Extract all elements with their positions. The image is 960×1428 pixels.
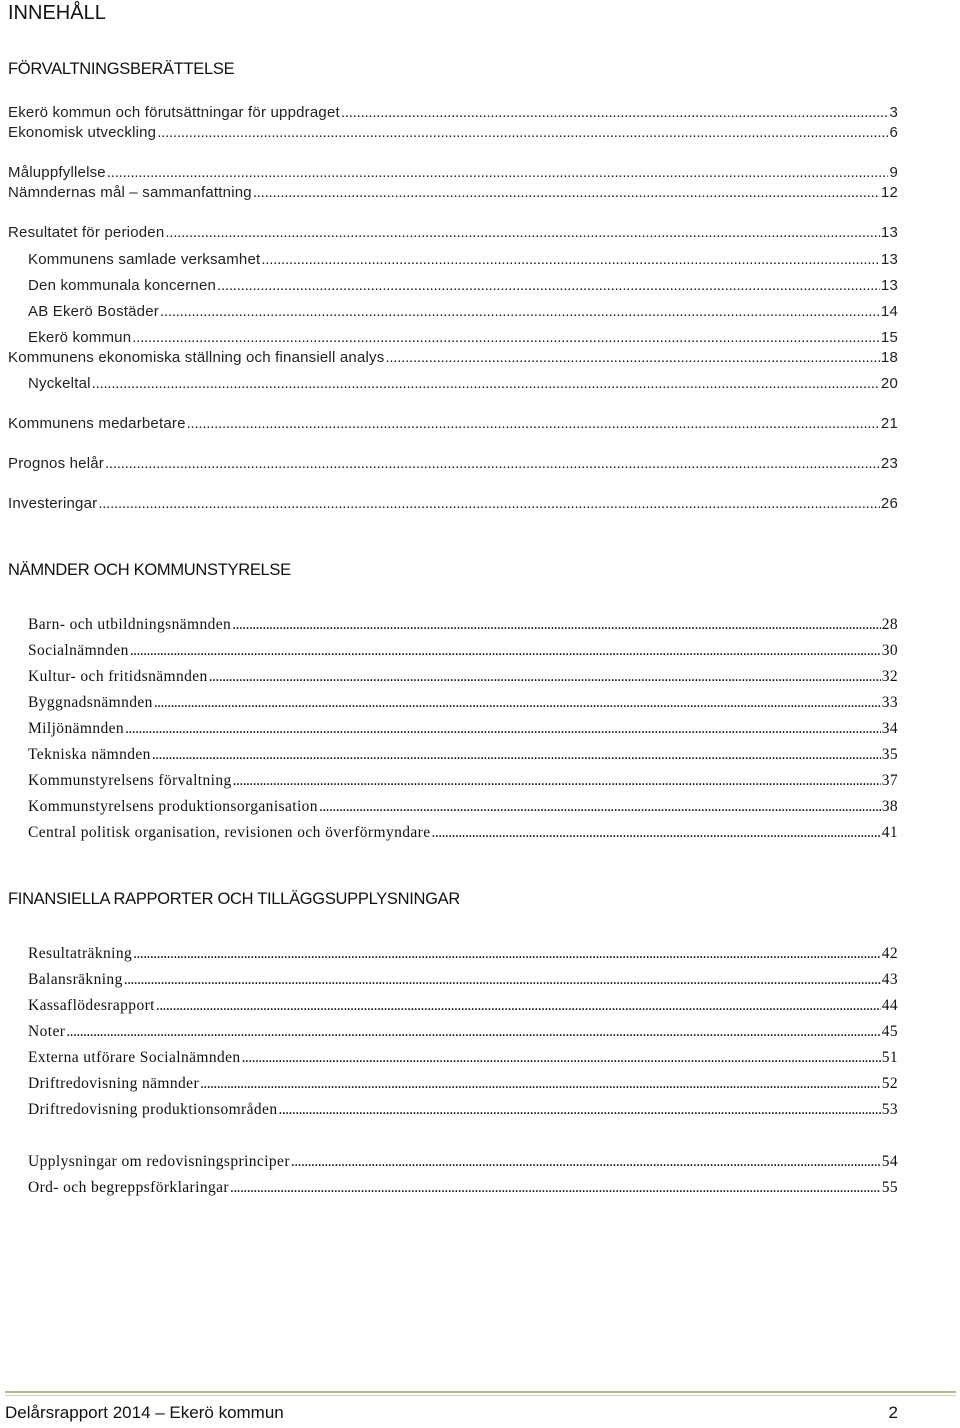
toc-leader [92, 374, 880, 394]
footer-report-title: Delårsrapport 2014 – Ekerö kommun [5, 1403, 284, 1422]
toc-entry-page: 55 [881, 1179, 898, 1196]
toc-entry[interactable] [28, 823, 898, 843]
toc-entry[interactable] [8, 103, 898, 123]
toc-entry[interactable] [8, 123, 898, 143]
toc-entry[interactable] [28, 797, 898, 817]
toc-entry-page: 6 [889, 124, 898, 141]
toc-leader [385, 348, 879, 368]
toc-entry-label: Prognos helår [8, 455, 104, 472]
toc-leader [217, 276, 880, 296]
toc-entry[interactable] [28, 302, 898, 322]
toc-leader [278, 1100, 880, 1120]
toc-leader [187, 414, 880, 434]
toc-entry[interactable] [28, 276, 898, 296]
toc-entry[interactable] [28, 328, 898, 348]
toc-leader [242, 1048, 881, 1068]
toc-entry[interactable] [28, 944, 898, 964]
toc-entry-page: 13 [880, 251, 898, 268]
toc-entry[interactable] [28, 771, 898, 791]
toc-entry[interactable] [28, 250, 898, 270]
toc-entry[interactable] [28, 970, 898, 990]
toc-entry-page: 53 [881, 1101, 898, 1118]
toc-leader [152, 745, 881, 765]
toc-entry-page: 26 [880, 495, 898, 512]
toc-entry-label: Kommunens ekonomiska ställning och finansiell analys [8, 349, 385, 366]
toc-entry[interactable] [28, 693, 898, 713]
toc-entry[interactable] [28, 1152, 898, 1172]
toc-entry-page: 28 [881, 616, 898, 633]
footer-divider-secondary [5, 1395, 956, 1396]
toc-entry-page: 21 [880, 415, 898, 432]
toc-entry-label: Kultur- och fritidsnämnden [28, 668, 208, 685]
toc-entry-label: Investeringar [8, 495, 98, 512]
toc-leader [157, 123, 888, 143]
toc-leader [209, 667, 881, 687]
toc-entry-page: 35 [881, 746, 898, 763]
toc-entry-page: 41 [881, 824, 898, 841]
toc-leader [98, 494, 880, 514]
toc-entry[interactable] [8, 348, 898, 368]
toc-leader [160, 302, 880, 322]
toc-leader [261, 250, 880, 270]
toc-entry-label: Noter [28, 1023, 66, 1040]
toc-entry-page: 15 [880, 329, 898, 346]
toc-entry[interactable] [28, 374, 898, 394]
toc-entry-label: Ekerö kommun och förutsättningar för uppdraget [8, 104, 340, 121]
toc-entry-page: 32 [881, 668, 898, 685]
toc-entry-page: 38 [881, 798, 898, 815]
toc-entry[interactable] [28, 1178, 898, 1198]
toc-entry-label: Balansräkning [28, 971, 123, 988]
toc-entry-label: Driftredovisning produktionsområden [28, 1101, 278, 1118]
toc-leader [130, 641, 881, 661]
toc-entry-label: Måluppfyllelse [8, 164, 106, 181]
toc-entry-page: 37 [881, 772, 898, 789]
toc-entry-label: Kommunstyrelsens produktionsorganisation [28, 798, 318, 815]
toc-leader [133, 944, 881, 964]
toc-entry-page: 45 [881, 1023, 898, 1040]
toc-entry-label: Den kommunala koncernen [28, 277, 217, 294]
toc-entry[interactable] [28, 996, 898, 1016]
toc-entry[interactable] [8, 494, 898, 514]
toc-entry-page: 12 [880, 184, 898, 201]
section-heading-forvaltningsberattelse: FÖRVALTNINGSBERÄTTELSE [8, 60, 235, 78]
toc-entry[interactable] [8, 163, 898, 183]
toc-entry[interactable] [8, 183, 898, 203]
toc-entry-label: Byggnadsnämnden [28, 694, 153, 711]
toc-entry-page: 44 [881, 997, 898, 1014]
toc-entry-page: 52 [881, 1075, 898, 1092]
toc-leader [165, 223, 880, 243]
toc-entry-page: 13 [880, 224, 898, 241]
toc-entry-label: Tekniska nämnden [28, 746, 151, 763]
toc-entry-page: 42 [881, 945, 898, 962]
toc-entry-page: 33 [881, 694, 898, 711]
footer-divider [5, 1391, 956, 1393]
toc-entry-label: Upplysningar om redovisningsprinciper [28, 1153, 290, 1170]
toc-entry-label: Socialnämnden [28, 642, 129, 659]
toc-entry-label: Nyckeltal [28, 375, 91, 392]
toc-entry[interactable] [28, 615, 898, 635]
toc-entry[interactable] [28, 1048, 898, 1068]
toc-entry-page: 18 [880, 349, 898, 366]
page-title: INNEHÅLL [8, 2, 106, 24]
footer-page-number: 2 [888, 1403, 898, 1422]
toc-leader [124, 970, 881, 990]
toc-leader [125, 719, 881, 739]
toc-entry[interactable] [28, 719, 898, 739]
toc-entry[interactable] [28, 667, 898, 687]
toc-leader [230, 1178, 881, 1198]
toc-entry-label: Ord- och begreppsförklaringar [28, 1179, 229, 1196]
section-heading-finansiella-rapporter: FINANSIELLA RAPPORTER OCH TILLÄGGSUPPLYSNINGAR [8, 890, 461, 908]
toc-entry-page: 51 [881, 1049, 898, 1066]
toc-entry-label: Central politisk organisation, revisionen och överförmyndare [28, 824, 431, 841]
toc-entry-page: 13 [880, 277, 898, 294]
toc-entry-label: Ekerö kommun [28, 329, 132, 346]
toc-entry-label: AB Ekerö Bostäder [28, 303, 159, 320]
toc-entry-page: 14 [880, 303, 898, 320]
toc-entry-page: 34 [881, 720, 898, 737]
toc-entry-label: Kommunens medarbetare [8, 415, 186, 432]
toc-entry[interactable] [28, 1100, 898, 1120]
toc-leader [291, 1152, 881, 1172]
toc-entry-page: 30 [881, 642, 898, 659]
toc-leader [105, 454, 880, 474]
toc-entry[interactable] [28, 1022, 898, 1042]
toc-entry-label: Barn- och utbildningsnämnden [28, 616, 232, 633]
toc-entry[interactable] [8, 414, 898, 434]
toc-entry[interactable] [28, 1074, 898, 1094]
toc-leader [132, 328, 880, 348]
toc-entry-label: Kommunstyrelsens förvaltning [28, 772, 232, 789]
toc-entry-page: 43 [881, 971, 898, 988]
toc-entry[interactable] [28, 745, 898, 765]
toc-leader [341, 103, 889, 123]
toc-entry-page: 54 [881, 1153, 898, 1170]
toc-leader [253, 183, 880, 203]
toc-entry[interactable] [8, 223, 898, 243]
toc-entry-page: 20 [880, 375, 898, 392]
toc-entry-page: 9 [889, 164, 898, 181]
toc-entry-label: Resultaträkning [28, 945, 133, 962]
toc-leader [432, 823, 881, 843]
toc-entry[interactable] [28, 641, 898, 661]
toc-entry-label: Kassaflödesrapport [28, 997, 155, 1014]
toc-entry-label: Driftredovisning nämnder [28, 1075, 200, 1092]
toc-entry-label: Nämndernas mål – sammanfattning [8, 184, 252, 201]
toc-leader [107, 163, 889, 183]
toc-entry-label: Kommunens samlade verksamhet [28, 251, 261, 268]
toc-leader [232, 615, 880, 635]
toc-entry-page: 23 [880, 455, 898, 472]
toc-leader [156, 996, 881, 1016]
toc-leader [66, 1022, 880, 1042]
toc-leader [233, 771, 881, 791]
toc-entry-label: Miljönämnden [28, 720, 125, 737]
toc-entry-label: Externa utförare Socialnämnden [28, 1049, 241, 1066]
toc-entry[interactable] [8, 454, 898, 474]
toc-leader [319, 797, 881, 817]
section-heading-namnder-och-kommunstyrelse: NÄMNDER OCH KOMMUNSTYRELSE [8, 561, 291, 579]
toc-leader [200, 1074, 881, 1094]
toc-leader [154, 693, 881, 713]
toc-entry-label: Resultatet för perioden [8, 224, 165, 241]
toc-entry-page: 3 [889, 104, 898, 121]
toc-entry-label: Ekonomisk utveckling [8, 124, 157, 141]
